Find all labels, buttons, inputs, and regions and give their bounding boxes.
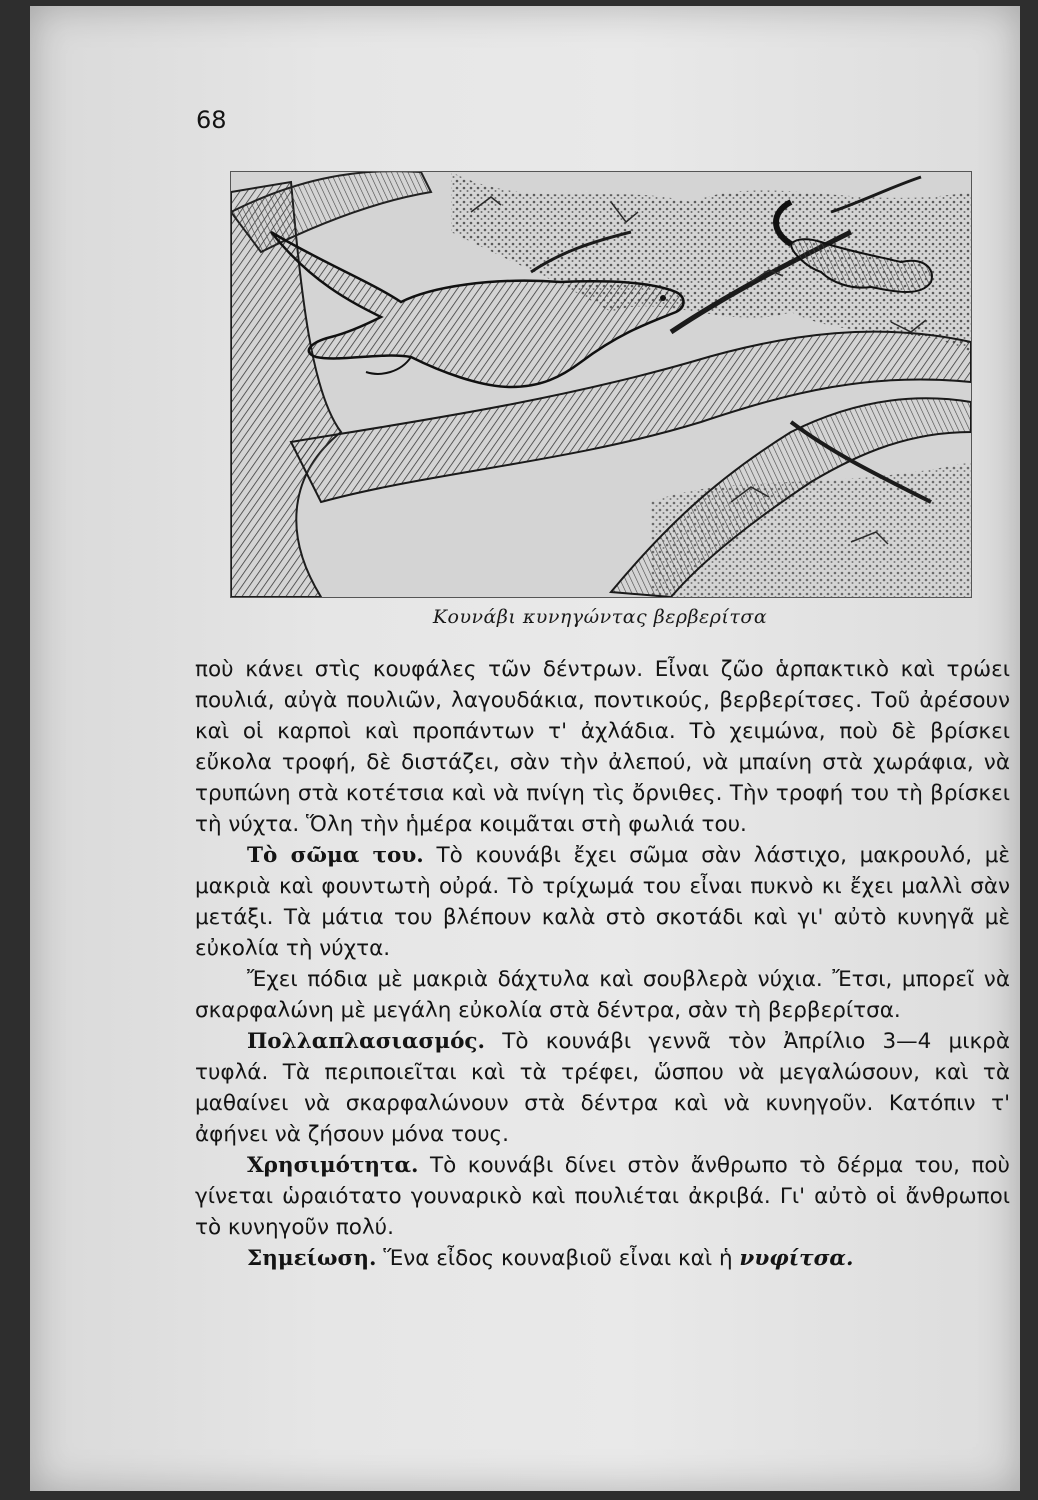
note-term: νυφίτσα. [739, 1246, 854, 1271]
paragraph-reproduction [195, 1026, 1010, 1150]
paragraph-usefulness-text: Τὸ κουνάβι δίνει στὸν ἄνθρωπο τὸ δέρμα του, ποὺ γίνεται ὡραιότατο γουναρικὸ καὶ πουλιέται ἀκριβά. Γι' αὐτὸ οἱ ἄνθρωποι τὸ κυνηγοῦν πολύ. [195, 1153, 1010, 1240]
section-heading-note: Σημείωση. [247, 1246, 377, 1271]
paragraph-usefulness [195, 1150, 1010, 1243]
paragraph-feet: Ἔχει πόδια μὲ μακριὰ δάχτυλα καὶ σουβλερὰ νύχια. Ἔτσι, μπορεῖ νὰ σκαρφαλώνη μὲ μεγάλη εὐκολία στὰ δέντρα, σὰν τὴ βερβερίτσα. [195, 967, 1010, 1023]
body-text [195, 654, 1010, 1274]
page-number: 68 [196, 106, 227, 134]
section-heading-usefulness: Χρησιμότητα. [247, 1153, 419, 1178]
paragraph-note [195, 1243, 1010, 1274]
figure-caption: Κουνάβι κυνηγώντας βερβερίτσα [432, 606, 768, 628]
paragraph-body-text: Τὸ κουνάβι ἔχει σῶμα σὰν λάστιχο, μακρουλό, μὲ μακριὰ καὶ φουντωτὴ οὐρά. Τὸ τρίχωμά του εἶναι πυκνὸ κι ἔχει μαλλὶ σὰν μετάξι. Τὰ μάτια του βλέπουν καλὰ στὸ σκοτάδι καὶ γι' αὐτὸ κυνηγᾶ μὲ εὐκολία τὴ νύχτα. [195, 843, 1011, 961]
paragraph-reproduction-text: Τὸ κουνάβι γεννᾶ τὸν Ἀπρίλιο 3—4 μικρὰ τυφλά. Τὰ περιποιεῖται καὶ τὰ τρέφει, ὥσπου νὰ μεγαλώσουν, καὶ τὰ μαθαίνει νὰ σκαρφαλώνουν στὰ δέντρα καὶ νὰ κυνηγοῦν. Κατόπιν τ' ἀφήνει νὰ ζήσουν μόνα τους. [195, 1029, 1010, 1147]
paragraph-diet: ποὺ κάνει στὶς κουφάλες τῶν δέντρων. Εἶναι ζῶο ἁρπακτικὸ καὶ τρώει πουλιά, αὐγὰ πουλιῶν, λαγουδάκια, ποντικούς, βερβερίτσες. Τοῦ ἀρέσουν καὶ οἱ καρποὶ καὶ προπάντων τ' ἀχλάδια. Τὸ χειμώνα, ποὺ δὲ βρίσκει εὔκολα τροφή, δὲ διστάζει, σὰν τὴν ἀλεπού, νὰ μπαίνη στὰ χωράφια, νὰ τρυπώνη στὰ κοτέτσια καὶ νὰ πνίγη τὶς ὄρνιθες. Τὴν τροφή του τὴ βρίσκει τὴ νύχτα. Ὅλη τὴν ἡμέρα κοιμᾶται στὴ φωλιά του. [195, 657, 1010, 837]
paragraph-body [195, 840, 1010, 964]
section-heading-body: Τὸ σῶμα του. [247, 843, 424, 868]
section-heading-reproduction: Πολλαπλασιασμός. [247, 1029, 486, 1054]
book-page [30, 6, 1020, 1491]
paragraph-note-text: Ἕνα εἶδος κουναβιοῦ εἶναι καὶ ἡ [376, 1246, 740, 1271]
marten-illustration [230, 171, 972, 598]
engraving-drawing [231, 172, 971, 597]
